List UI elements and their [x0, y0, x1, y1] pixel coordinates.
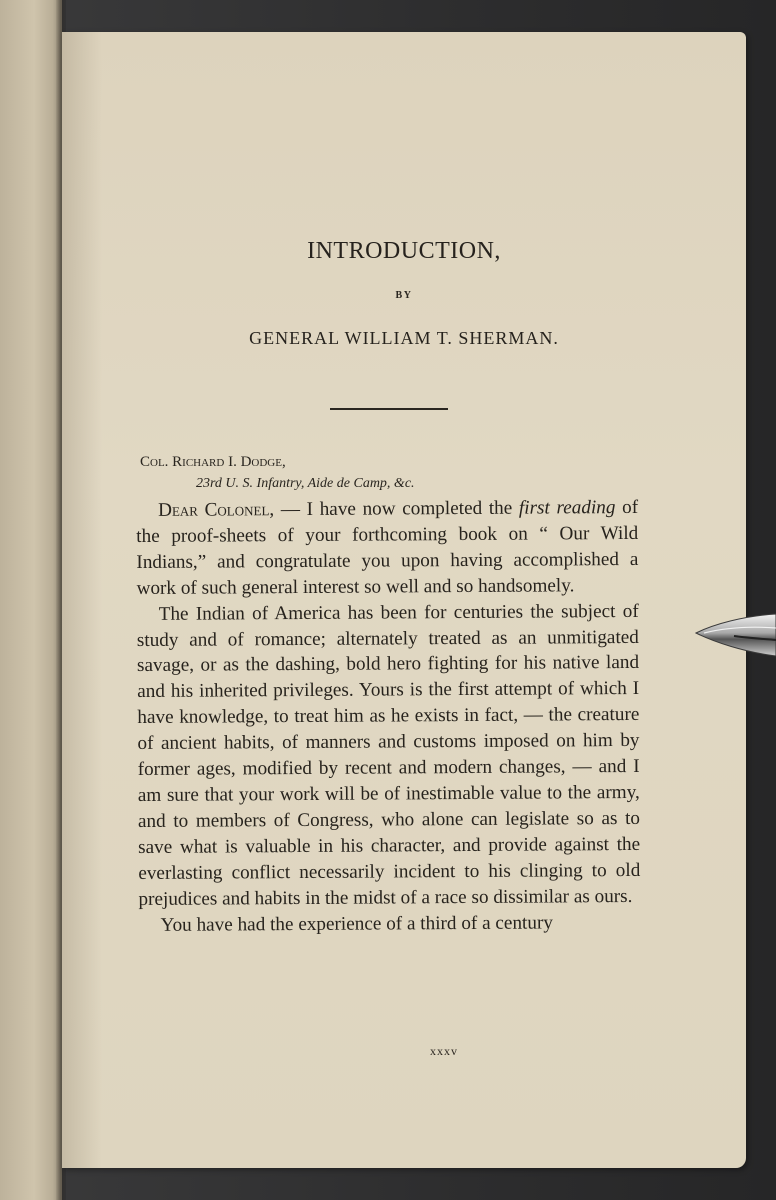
addressee-title: 23rd U. S. Infantry, Aide de Camp, &c. — [196, 476, 415, 491]
emphasis-text: first reading — [518, 497, 616, 519]
author-name: GENERAL WILLIAM T. SHERMAN. — [249, 328, 559, 348]
paragraph-2: The Indian of America has been for centuries the subject of study and of romance; alternately treated as an unmitigated savage, or as the dashing, bold hero fighting for his native land and his inherited privileges. Yours is the first attempt of which I have knowledge, to treat him as he exists in fact, — the creature of ancient habits, of manners and customs imposed on him by former ages, modified by recent and modern changes, — and I am sure that your work will be of inestimable value to the army, and to members of Congress, who alone can legislate so as to save what is valuable in his character, and provide against the everlasting conflict necessarily incident to his clinging to old prejudices and habits in the midst of a race so dissimilar as ours. — [136, 600, 641, 910]
page-shadow — [62, 32, 102, 1168]
byline-label: BY — [395, 290, 413, 301]
paragraph-1-text-b: of the proof-sheets of your forthcoming book on “ Our Wild Indians,” and congratulate you upon having accomplished a work of such general interest so well and so handsomely. — [136, 496, 639, 599]
letter-body — [136, 495, 641, 938]
chapter-title: INTRODUCTION, — [307, 238, 501, 264]
addressee-name: Col. Richard I. Dodge, — [140, 454, 286, 470]
facing-page-edge — [0, 0, 62, 1200]
paragraph-1 — [136, 495, 639, 602]
page-number: xxxv — [430, 1044, 458, 1058]
title-divider — [330, 408, 448, 410]
salutation: Dear Colonel, — [158, 499, 275, 521]
metal-pointer-tip — [694, 612, 776, 658]
paragraph-1-text-a: — I have now completed the — [274, 497, 519, 521]
paragraph-3: You have had the experience of a third of a century — [160, 911, 553, 936]
